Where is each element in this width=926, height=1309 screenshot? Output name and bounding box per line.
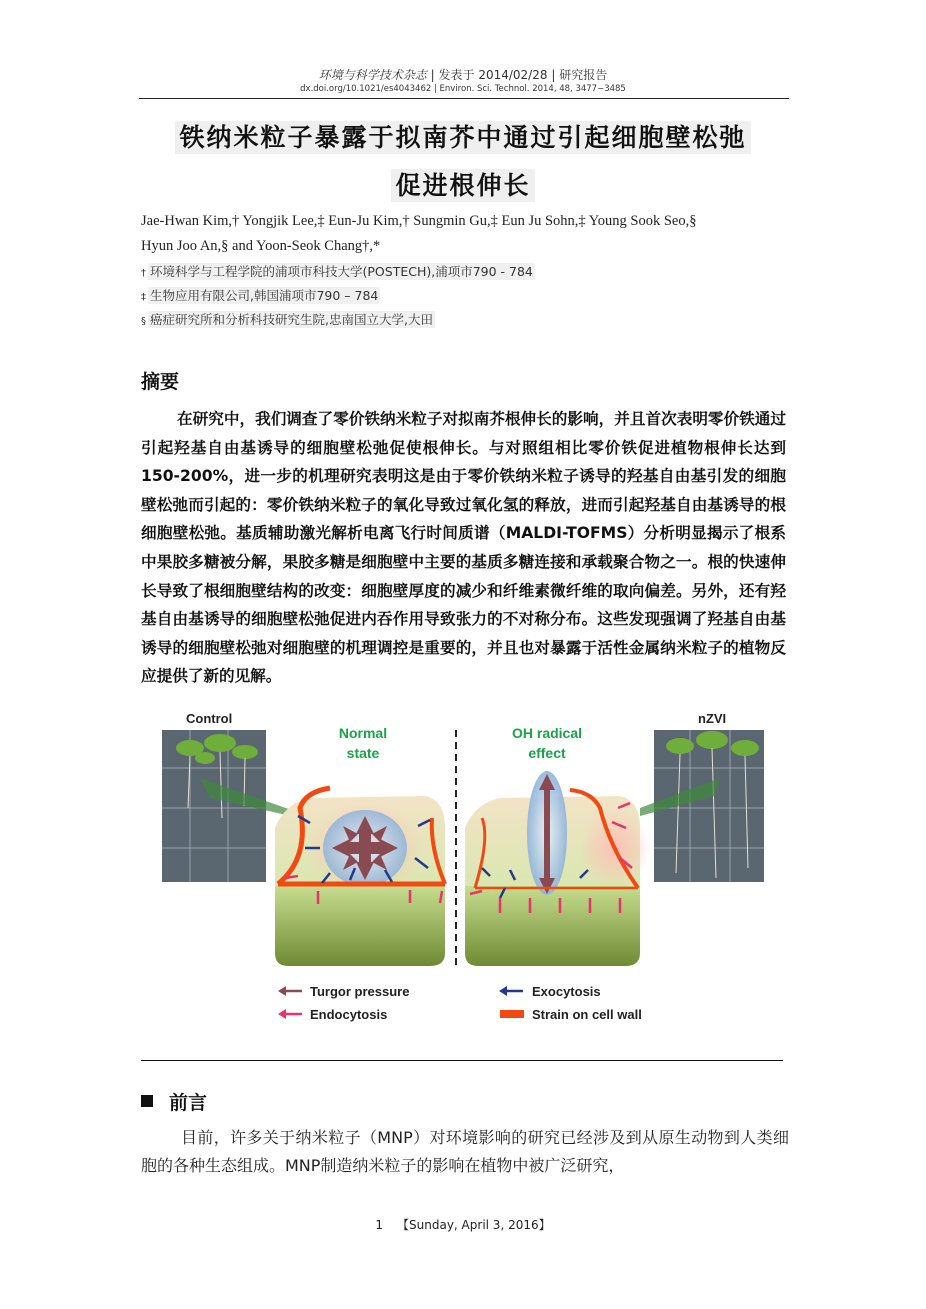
normal-state-label-2: state: [346, 745, 380, 761]
affiliation-text: 癌症研究所和分析科技研究生院,忠南国立大学,大田: [150, 312, 433, 327]
figure-legend: [278, 984, 642, 1022]
abstract-heading: 摘要: [141, 371, 180, 393]
oh-radical-label-2: effect: [528, 745, 566, 761]
intro-heading-text: 前言: [169, 1092, 208, 1114]
normal-state-label-1: Normal: [338, 725, 388, 741]
affiliation-mark: †: [141, 268, 146, 279]
affiliation-1: [141, 262, 535, 280]
title-line-2: [120, 166, 806, 202]
turgor-legend-label: Turgor pressure: [310, 984, 410, 999]
intro-heading: [141, 1088, 207, 1115]
title-text-2: 促进根伸长: [391, 169, 534, 202]
authors-line-2: Hyun Joo An,§ and Yoon-Seok Chang†,*: [141, 238, 381, 254]
title-text-1: 铁纳米粒子暴露于拟南芥中通过引起细胞壁松弛: [175, 121, 750, 154]
normal-cell: [275, 788, 445, 966]
exocytosis-legend-label: Exocytosis: [532, 984, 601, 999]
endocytosis-legend-label: Endocytosis: [310, 1007, 388, 1022]
control-label: Control: [186, 711, 233, 726]
header-divider: [139, 98, 789, 99]
running-header: [0, 66, 926, 83]
article-type: 研究报告: [559, 68, 608, 82]
bullet-square-icon: [141, 1095, 153, 1107]
page-number: 1: [375, 1218, 384, 1232]
affiliation-mark: §: [141, 316, 146, 327]
footer-date: 【Sunday, April 3, 2016】: [397, 1218, 551, 1232]
affiliation-3: [141, 310, 435, 328]
affiliation-text: 生物应用有限公司,韩国浦项市790 – 784: [150, 288, 379, 303]
title-line-1: [120, 118, 806, 154]
oh-radical-cell: [465, 771, 650, 966]
graphical-abstract-figure: [160, 708, 775, 1038]
page-footer: [0, 1216, 926, 1233]
journal-name: 环境与科学技术杂志: [318, 68, 427, 82]
affiliation-mark: ‡: [141, 292, 146, 303]
strain-legend-swatch: [500, 1010, 524, 1018]
publish-date: 发表于 2014/02/28: [438, 68, 548, 82]
authors-line-1: Jae-Hwan Kim,† Yongjik Lee,‡ Eun-Ju Kim,† Sungmin Gu,‡ Eun Ju Sohn,‡ Young Sook Seo,§: [141, 213, 697, 229]
affiliation-2: [141, 286, 380, 304]
header-separator: |: [551, 68, 556, 82]
oh-radical-label-1: OH radical: [511, 725, 583, 741]
strain-legend-label: Strain on cell wall: [532, 1007, 642, 1022]
abstract-body: 在研究中，我们调查了零价铁纳米粒子对拟南芥根伸长的影响，并且首次表明零价铁通过引起羟基自由基诱导的细胞壁松弛促使根伸长。与对照组相比零价铁促进植物根伸长达到150-200%，进一步的机理研究表明这是由于零价铁纳米粒子诱导的羟基自由基引发的细胞壁松弛而引起的：零价铁纳米粒子的氧化导致过氧化氢的释放，进而引起羟基自由基诱导的根细胞壁松弛。基质辅助激光解析电离飞行时间质谱（MALDI-TOFMS）分析明显揭示了根系中果胶多糖被分解，果胶多糖是细胞壁中主要的基质多糖连接和承载聚合物之一。根的快速伸长导致了根细胞壁结构的改变：细胞壁厚度的减少和纤维素微纤维的取向偏差。另外，还有羟基自由基诱导的细胞壁松弛促进内吞作用导致张力的不对称分布。这些发现强调了羟基自由基诱导的细胞壁松弛对细胞壁的机理调控是重要的，并且也对暴露于活性金属纳米粒子的植物反应提供了新的见解。: [141, 410, 786, 686]
header-separator: |: [430, 68, 435, 82]
intro-body: 目前，许多关于纳米粒子（MNP）对环境影响的研究已经涉及到从原生动物到人类细胞的各种生态组成。MNP制造纳米粒子的影响在植物中被广泛研究，: [141, 1128, 789, 1175]
section-divider: [141, 1060, 783, 1061]
doi-line: dx.doi.org/10.1021/es4043462 | Environ. Sci. Technol. 2014, 48, 3477−3485: [300, 84, 626, 94]
nzvi-label: nZVI: [698, 711, 727, 726]
affiliation-text: 环境科学与工程学院的浦项市科技大学(POSTECH),浦项市790 - 784: [150, 264, 533, 279]
